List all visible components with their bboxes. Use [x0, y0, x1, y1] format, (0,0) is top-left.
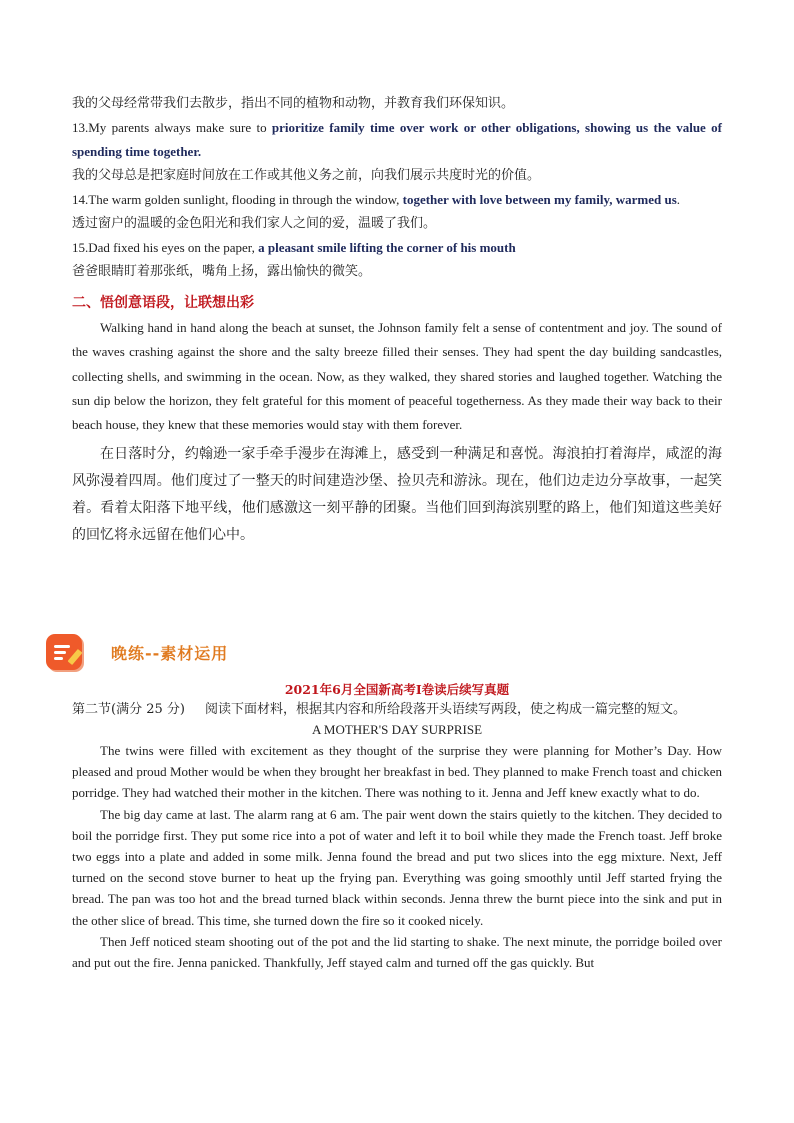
- sentence-13: 13.My parents always make sure to prioritize family time over work or other obligations, showing us the value of spending time together.: [72, 120, 722, 159]
- sentence-13-translation: 我的父母总是把家庭时间放在工作或其他义务之前，向我们展示共度时光的价值。: [72, 168, 541, 183]
- sentence-14: 14.The warm golden sunlight, flooding in through the window, together with love between my family, warmed us.: [72, 192, 681, 207]
- creative-paragraph-en: Walking hand in hand along the beach at sunset, the Johnson family felt a sense of contentment and joy. The sound of the waves crashing against the shore and the salty breeze filled their senses. They had spent the day building sandcastles, collecting shells, and swimming in the ocean. Now, as they walked, they shared stories and laughed together. Watching the sun dip below the horizon, they felt grateful for this moment of peaceful togetherness. As they made their way back to their beach house, they knew that these memories would stay with them forever.: [72, 320, 722, 433]
- story-paragraph: The twins were filled with excitement as they thought of the surprise they were planning for Mother’s Day. How pleased and proud Mother would be when they brought her breakfast in bed. They planned to make French toast and chicken porridge. They had watched their mother in the kitchen. There was nothing to it. Jenna and Jeff knew exactly what to do.: [72, 743, 722, 801]
- sentence-14-translation: 透过窗户的温暖的金色阳光和我们家人之间的爱，温暖了我们。: [72, 216, 437, 231]
- highlight-phrase: prioritize family time over work or other obligations, showing us the value of spending time together.: [72, 120, 722, 159]
- story-paragraph: The big day came at last. The alarm rang at 6 am. The pair went down the stairs quietly to the kitchen. They decided to boil the porridge first. They put some rice into a pot of water and left it to boil while they made the French toast. Jeff broke two eggs into a plate and added in some milk. Jenna found the bread and put two slices into the egg mixture. Next, Jeff turned on the second stove burner to heat up the frying pan. Everything was going smoothly until Jeff started frying the bread. The pan was too hot and the bread turned black within seconds. Jenna threw the burnt piece into the sink and put in the other slice of bread. This time, she turned down the fire so it cooked nicely.: [72, 806, 722, 928]
- wanlian-header: [46, 632, 228, 672]
- exam-instructions: 第二节(满分 25 分) 阅读下面材料，根据其内容和所给段落开头语续写两段，使之构成一篇完整的短文。: [72, 702, 686, 717]
- exam-title: 2021年6月全国新高考I卷读后续写真题: [284, 682, 510, 697]
- creative-paragraph-cn: 在日落时分，约翰逊一家手牵手漫步在海滩上，感受到一种满足和喜悦。海浪拍打着海岸，咸涩的海风弥漫着四周。他们度过了一整天的时间建造沙堡、捡贝壳和游泳。现在，他们边走边分享故事，一起笑着。看着太阳落下地平线，他们感激这一刻平静的团聚。当他们回到海滨别墅的路上，他们知道这些美好的回忆将永远留在他们心中。: [72, 446, 722, 544]
- sentence-15-translation: 爸爸眼睛盯着那张纸，嘴角上扬，露出愉快的微笑。: [72, 264, 372, 279]
- highlight-phrase: a pleasant smile lifting the corner of his mouth: [258, 240, 516, 255]
- highlight-phrase: together with love between my family, warmed us: [402, 192, 677, 207]
- sentence-15: 15.Dad fixed his eyes on the paper, a pleasant smile lifting the corner of his mouth: [72, 240, 516, 255]
- exam-section: [72, 680, 722, 973]
- content-top: [72, 92, 722, 549]
- wanlian-title: 晚练--素材运用: [111, 643, 229, 663]
- story-paragraph: Then Jeff noticed steam shooting out of the pot and the lid starting to shake. The next minute, the porridge boiled over and put out the fire. Jenna panicked. Thankfully, Jeff stayed calm and turned off the gas quickly. But: [72, 933, 722, 971]
- section-2-title: 二、悟创意语段，让联想出彩: [72, 295, 254, 311]
- sentence-12-translation: 我的父母经常带我们去散步，指出不同的植物和动物，并教育我们环保知识。: [72, 96, 515, 111]
- story-title: A MOTHER'S DAY SURPRISE: [311, 722, 483, 737]
- notepad-pen-icon: [46, 634, 82, 670]
